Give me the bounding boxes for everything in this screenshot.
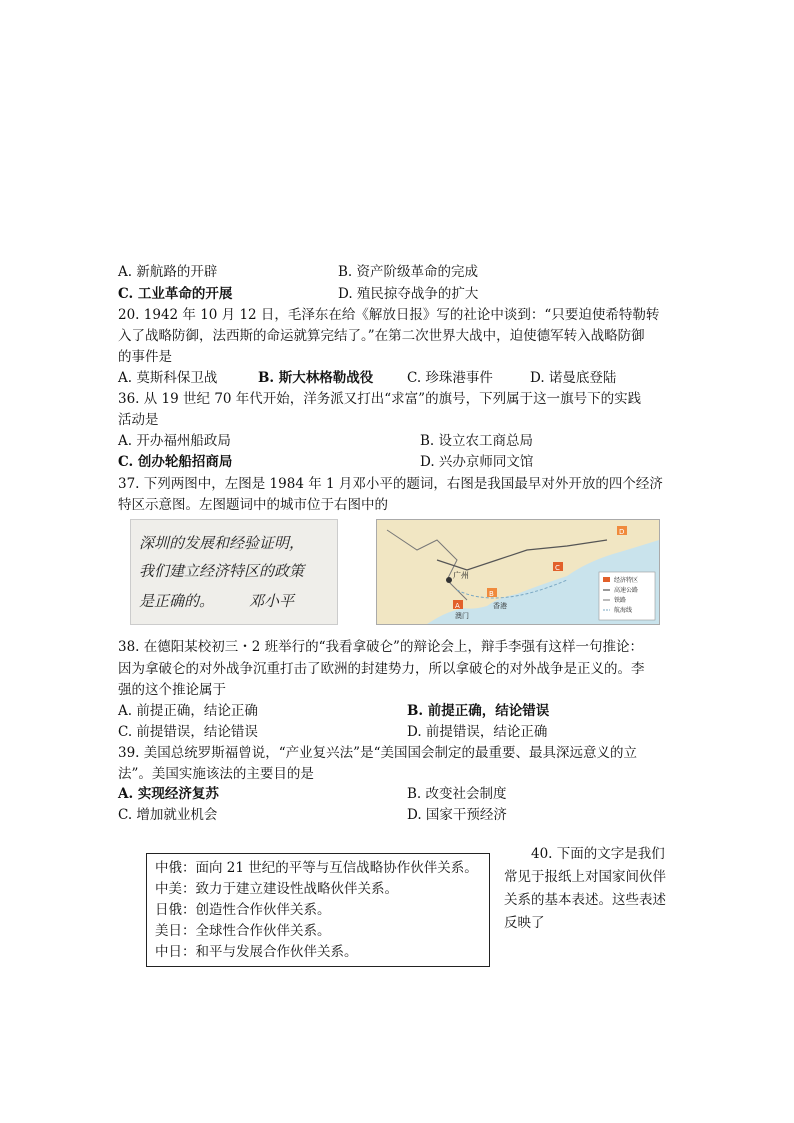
- q20-option-c: C. 珍珠港事件: [407, 370, 493, 386]
- legend-item-2: 高速公路: [614, 587, 639, 594]
- zone-marker-d-label: D: [619, 528, 625, 536]
- q38-option-a: A. 前提正确，结论正确: [118, 703, 258, 719]
- q40-stem-line1: 40. 下面的文字是我们: [531, 846, 665, 862]
- q36-stem-line1: 36. 从 19 世纪 70 年代开始，洋务派又打出“求富”的旗号，下列属于这一旗号下的实践: [118, 391, 642, 407]
- map-label-macau: 澳门: [455, 612, 469, 620]
- q36-option-d: D. 兴办京师同文馆: [420, 454, 534, 470]
- q39-option-c: C. 增加就业机会: [118, 807, 218, 823]
- q20-stem-line2: 入了战略防御，法西斯的命运就算完结了。”在第二次世界大战中，迫使德军转入战略防御: [118, 328, 645, 344]
- q39-stem-line2: 法”。美国实施该法的主要目的是: [118, 766, 314, 782]
- q36-stem-line2: 活动是: [118, 412, 159, 428]
- calligraphy-line1: 深圳的发展和经验证明，: [139, 534, 305, 552]
- q40-stem-line3: 关系的基本表述。这些表述: [504, 892, 666, 908]
- q39-stem-line1: 39. 美国总统罗斯福曾说，“产业复兴法”是“美国国会制定的最重要、最具深远意义的立: [118, 745, 637, 761]
- q40-material-box: [146, 853, 490, 967]
- q-prev-option-d: D. 殖民掠夺战争的扩大: [338, 286, 479, 302]
- q38-stem-line1: 38. 在德阳某校初三・2 班举行的“我看拿破仑”的辩论会上，辩手李强有这样一句推论：: [118, 639, 643, 655]
- q20-option-b: B. 斯大林格勒战役: [258, 370, 374, 386]
- q39-option-b: B. 改变社会制度: [407, 786, 507, 802]
- q38-option-b: B. 前提正确，结论错误: [407, 703, 550, 719]
- q40-box-line2: 中美：致力于建立建设性战略伙伴关系。: [155, 881, 398, 897]
- q36-option-a: A. 开办福州船政局: [118, 433, 231, 449]
- q40-stem-line2: 常见于报纸上对国家间伙伴: [504, 869, 666, 885]
- q38-stem-line3: 强的这个推论属于: [118, 682, 226, 698]
- q40-stem-line4: 反映了: [504, 915, 545, 931]
- economic-zones-map: [376, 519, 660, 625]
- q40-box-line3: 日俄：创造性合作伙伴关系。: [155, 902, 331, 918]
- q20-stem-line3: 的事件是: [118, 349, 172, 365]
- q38-option-c: C. 前提错误，结论错误: [118, 724, 258, 740]
- q40-box-line4: 美日：全球性合作伙伴关系。: [155, 923, 331, 939]
- q40-stem: [504, 843, 680, 935]
- q-prev-option-b: B. 资产阶级革命的完成: [338, 264, 479, 280]
- legend-item-3: 铁路: [614, 597, 627, 604]
- guangzhou-dot: [446, 577, 452, 583]
- q20-option-a: A. 莫斯科保卫战: [118, 370, 218, 386]
- zone-marker-a-label: A: [455, 602, 460, 610]
- q36-option-c: C. 创办轮船招商局: [118, 454, 233, 470]
- q20-stem-line1: 20. 1942 年 10 月 12 日，毛泽东在给《解放日报》写的社论中谈到：“只要迫使希特勒转: [118, 307, 660, 323]
- map-label-hongkong: 香港: [493, 602, 507, 610]
- zone-marker-c-label: C: [555, 564, 560, 572]
- legend-item-4: 航海线: [614, 607, 633, 614]
- q39-option-a: A. 实现经济复苏: [118, 786, 219, 802]
- map-label-guangzhou: 广州: [453, 571, 469, 580]
- zone-marker-b-label: B: [489, 590, 494, 598]
- q40-box-line1: 中俄：面向 21 世纪的平等与互信战略协作伙伴关系。: [155, 860, 478, 876]
- q38-stem-line2: 因为拿破仑的对外战争沉重打击了欧洲的封建势力，所以拿破仑的对外战争是正义的。李: [118, 661, 645, 677]
- q36-option-b: B. 设立农工商总局: [420, 433, 534, 449]
- deng-calligraphy-image: [130, 519, 338, 625]
- calligraphy-signature: 邓小平: [249, 592, 295, 610]
- legend-zone-swatch: [603, 577, 610, 582]
- q-prev-option-a: A. 新航路的开辟: [118, 264, 218, 280]
- q37-stem-line1: 37. 下列两图中，左图是 1984 年 1 月邓小平的题词，右图是我国最早对外开放的四个经济: [118, 476, 663, 492]
- q39-option-d: D. 国家干预经济: [407, 807, 507, 823]
- q38-option-d: D. 前提错误，结论正确: [407, 724, 548, 740]
- legend-item-1: 经济特区: [614, 577, 639, 584]
- calligraphy-line3: 是正确的。: [139, 592, 215, 610]
- q20-option-d: D. 诺曼底登陆: [530, 370, 617, 386]
- calligraphy-line2: 我们建立经济特区的政策: [139, 562, 305, 580]
- q-prev-option-c: C. 工业革命的开展: [118, 286, 233, 302]
- q40-box-line5: 中日：和平与发展合作伙伴关系。: [155, 944, 358, 960]
- q37-stem-line2: 特区示意图。左图题词中的城市位于右图中的: [118, 497, 388, 513]
